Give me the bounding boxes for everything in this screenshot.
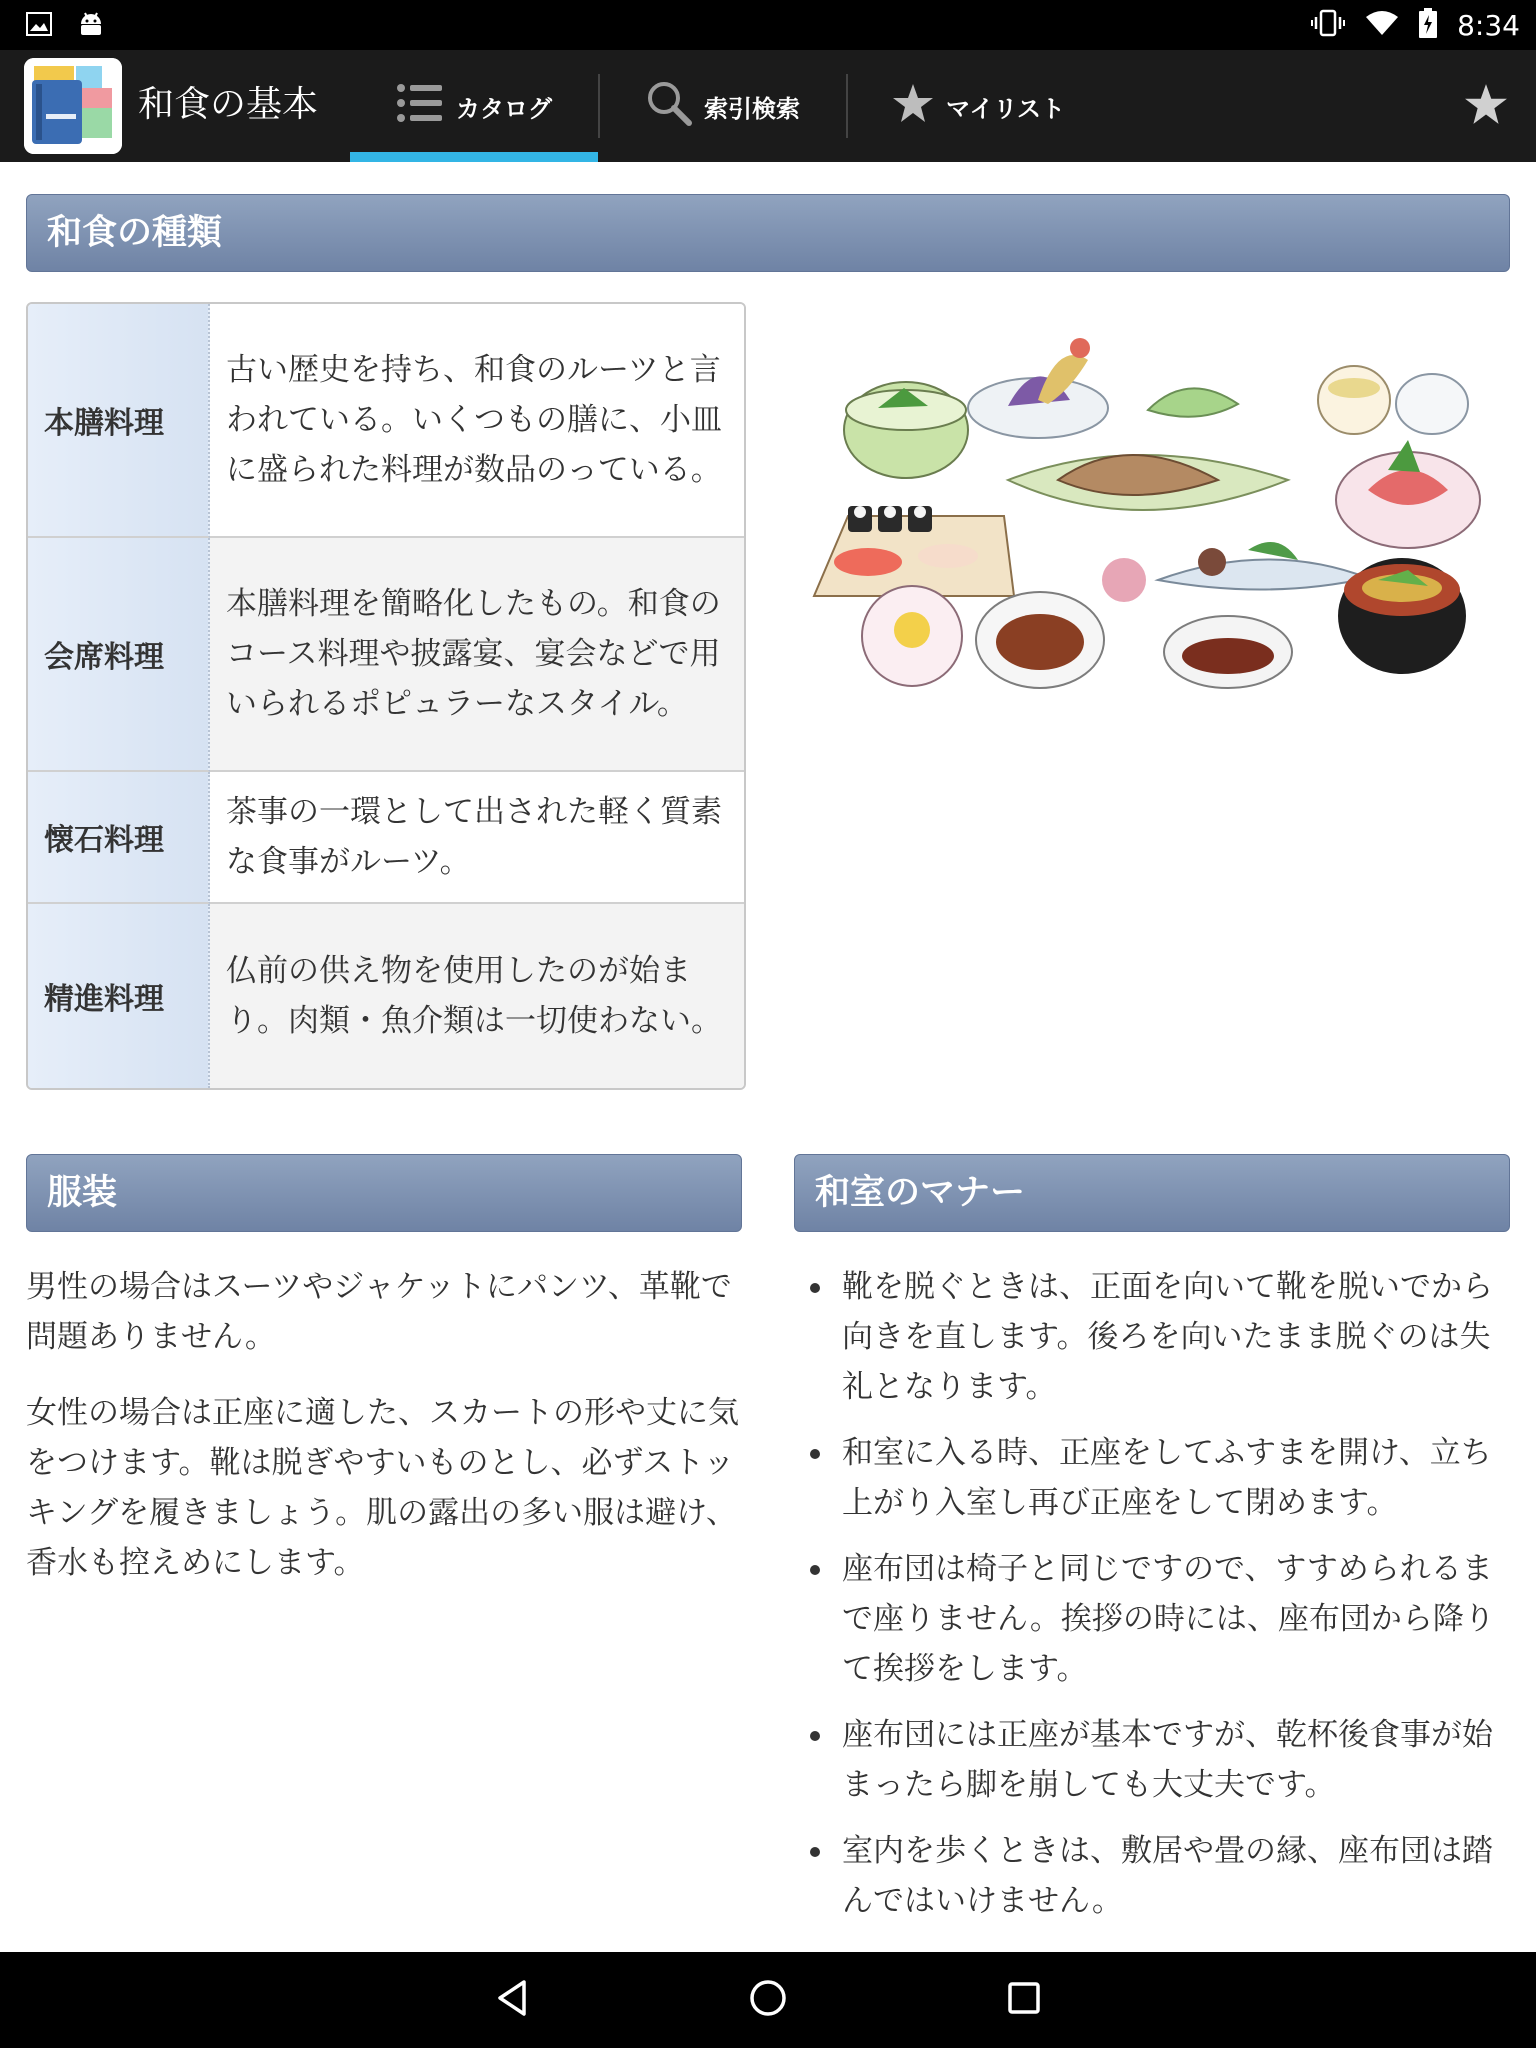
table-row xyxy=(28,904,744,1088)
action-bar xyxy=(0,50,1536,162)
table-row xyxy=(28,538,744,772)
wifi-icon xyxy=(1365,10,1399,40)
image-icon xyxy=(26,12,52,40)
back-icon xyxy=(492,1978,532,2022)
type-description: 古い歴史を持ち、和食のルーツと言われている。いくつもの膳に、小皿に盛られた料理が数品のっている。 xyxy=(210,304,744,538)
tab-mylist[interactable] xyxy=(848,50,1110,162)
type-description: 茶事の一環として出された軽く質素な食事がルーツ。 xyxy=(210,772,744,904)
table-row xyxy=(28,304,744,538)
table-row xyxy=(28,772,744,904)
tab-mylist-label: マイリスト xyxy=(946,94,1066,123)
tab-index-search-label: 索引検索 xyxy=(704,94,800,123)
back-button[interactable] xyxy=(482,1970,542,2030)
list-icon xyxy=(396,81,444,131)
recents-icon xyxy=(1004,1978,1044,2022)
app-icon[interactable] xyxy=(24,58,122,154)
star-icon xyxy=(892,83,934,129)
battery-charging-icon xyxy=(1419,8,1437,42)
list-item: 座布団には正座が基本ですが、乾杯後食事が始まったら脚を崩しても大丈夫です。 xyxy=(808,1710,1508,1810)
tab-index-search[interactable] xyxy=(600,50,846,162)
list-item: 靴を脱ぐときは、正面を向いて靴を脱いでから向きを直します。後ろを向いたまま脱ぐのは失礼となります。 xyxy=(808,1262,1508,1412)
section-header-types: 和食の種類 xyxy=(26,194,1510,272)
cuisine-types-table xyxy=(26,302,746,1090)
type-description: 仏前の供え物を使用したのが始まり。肉類・魚介類は一切使わない。 xyxy=(210,904,744,1088)
list-item: 座布団は椅子と同じですので、すすめられるまで座りません。挨拶の時には、座布団から降りて挨拶をします。 xyxy=(808,1544,1508,1694)
type-name: 本膳料理 xyxy=(28,304,210,538)
home-icon xyxy=(748,1978,788,2022)
type-name: 懐石料理 xyxy=(28,772,210,904)
manners-list xyxy=(808,1262,1508,1942)
add-favorite-button[interactable] xyxy=(1460,80,1512,132)
vibrate-icon xyxy=(1311,9,1345,41)
list-item: 和室に入る時、正座をしてふすまを開け、立ち上がり入室し再び正座をして閉めます。 xyxy=(808,1428,1508,1528)
clock: 8:34 xyxy=(1457,8,1520,42)
navigation-bar xyxy=(0,1952,1536,2048)
dress-content xyxy=(26,1262,742,1614)
type-name: 精進料理 xyxy=(28,904,210,1088)
status-bar xyxy=(0,0,1536,50)
selected-tab-indicator xyxy=(350,152,598,162)
app-title: 和食の基本 xyxy=(138,84,319,125)
type-name: 会席料理 xyxy=(28,538,210,772)
star-icon xyxy=(1464,83,1508,129)
type-description: 本膳料理を簡略化したもの。和食のコース料理や披露宴、宴会などで用いられるポピュラーなスタイル。 xyxy=(210,538,744,772)
tab-catalog-label: カタログ xyxy=(456,94,552,123)
dress-paragraph: 女性の場合は正座に適した、スカートの形や丈に気をつけます。靴は脱ぎやすいものとし、必ずストッキングを履きましょう。肌の露出の多い服は避け、香水も控えめにします。 xyxy=(26,1395,739,1581)
section-header-dress: 服装 xyxy=(26,1154,742,1232)
tab-catalog[interactable] xyxy=(350,50,598,162)
recents-button[interactable] xyxy=(994,1970,1054,2030)
android-icon xyxy=(78,10,104,42)
search-icon xyxy=(646,80,692,132)
japanese-food-illustration xyxy=(808,330,1484,700)
section-header-manners: 和室のマナー xyxy=(794,1154,1510,1232)
list-item: 室内を歩くときは、敷居や畳の縁、座布団は踏んではいけません。 xyxy=(808,1826,1508,1926)
dress-paragraph: 男性の場合はスーツやジャケットにパンツ、革靴で問題ありません。 xyxy=(26,1269,732,1355)
home-button[interactable] xyxy=(738,1970,798,2030)
